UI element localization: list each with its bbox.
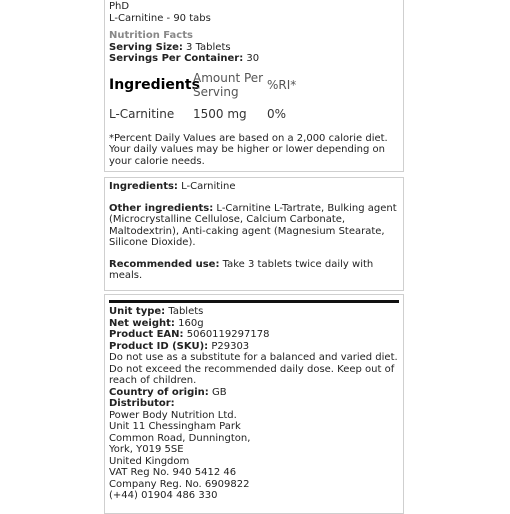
serving-size	[109, 42, 399, 54]
ingredients-value: L-Carnitine	[181, 181, 236, 192]
serving-size-label: Serving Size:	[109, 41, 183, 53]
distributor-line: Unit 11 Chessingham Park	[109, 421, 241, 432]
unit-type-label: Unit type:	[109, 306, 166, 317]
distributor-line: VAT Reg No. 940 5412 46	[109, 467, 237, 478]
recommended-use	[109, 259, 399, 282]
distributor-line: United Kingdom	[109, 455, 190, 467]
net-weight	[109, 318, 399, 330]
ingredients-panel	[104, 177, 404, 291]
distributor-line: Common Road, Dunnington,	[109, 432, 251, 444]
distributor-line: York, Y019 5SE	[109, 444, 184, 455]
warning-text: Do not use as a substitute for a balanced and varied diet. Do not exceed the recommended daily dose. Keep out of reach of children.	[109, 352, 398, 386]
table-cell-amount: 1500 mg	[193, 106, 247, 121]
brand-name: PhD	[109, 1, 130, 12]
other-ingredients-value: L-Carnitine L-Tartrate, Bulking agent (Microcrystalline Cellulose, Calcium Carbonate, Maltodextrin), Anti-caking agent (Magnesium Stearate, Silicone Dioxide).	[109, 202, 397, 248]
origin-value: GB	[211, 386, 227, 398]
recommended-use-value: Take 3 tablets twice daily with meals.	[109, 258, 374, 281]
net-weight-label: Net weight:	[109, 317, 175, 329]
sku-label: Product ID (SKU):	[109, 340, 209, 352]
details-panel	[104, 294, 404, 514]
product-sku	[109, 341, 399, 353]
product-name: L-Carnitine - 90 tabs	[109, 12, 211, 24]
ean-label: Product EAN:	[109, 329, 184, 340]
serving-size-value: 3 Tablets	[186, 41, 231, 53]
servings-label: Servings Per Container:	[109, 53, 244, 64]
unit-type-value: Tablets	[168, 306, 204, 317]
net-weight-value: 160g	[178, 317, 204, 329]
other-ingredients-label: Other ingredients:	[109, 202, 214, 214]
divider-rule	[109, 300, 399, 303]
servings-per-container	[109, 53, 399, 65]
distributor-label: Distributor:	[109, 398, 175, 409]
distributor-line: Power Body Nutrition Ltd.	[109, 409, 237, 421]
nutrition-panel	[104, 0, 404, 172]
table-header-amount: Amount Per Serving	[193, 70, 264, 99]
nutrition-table	[109, 71, 399, 121]
table-cell-name: L-Carnitine	[109, 106, 175, 121]
sku-value: P29303	[211, 340, 250, 352]
distributor-line: Company Reg. No. 6909822	[109, 478, 250, 490]
other-ingredients	[109, 203, 399, 249]
ean-value: 5060119297178	[186, 329, 270, 340]
unit-type	[109, 306, 399, 318]
daily-values-footnote: *Percent Daily Values are based on a 2,000 calorie diet. Your daily values may be higher or lower depending on your calorie needs.	[109, 132, 388, 167]
table-cell-ri: 0%	[267, 106, 287, 121]
table-header-ingredients: Ingredients	[109, 76, 200, 93]
origin-label: Country of origin:	[109, 386, 209, 398]
country-of-origin	[109, 387, 399, 399]
ingredients-label: Ingredients:	[109, 181, 178, 192]
servings-value: 30	[246, 53, 260, 64]
product-ean	[109, 329, 399, 341]
nutrition-facts-title: Nutrition Facts	[109, 30, 193, 41]
ingredients-line	[109, 181, 399, 193]
distributor-line: (+44) 01904 486 330	[109, 490, 218, 501]
recommended-use-label: Recommended use:	[109, 258, 220, 270]
table-header-ri: %RI*	[267, 77, 297, 92]
